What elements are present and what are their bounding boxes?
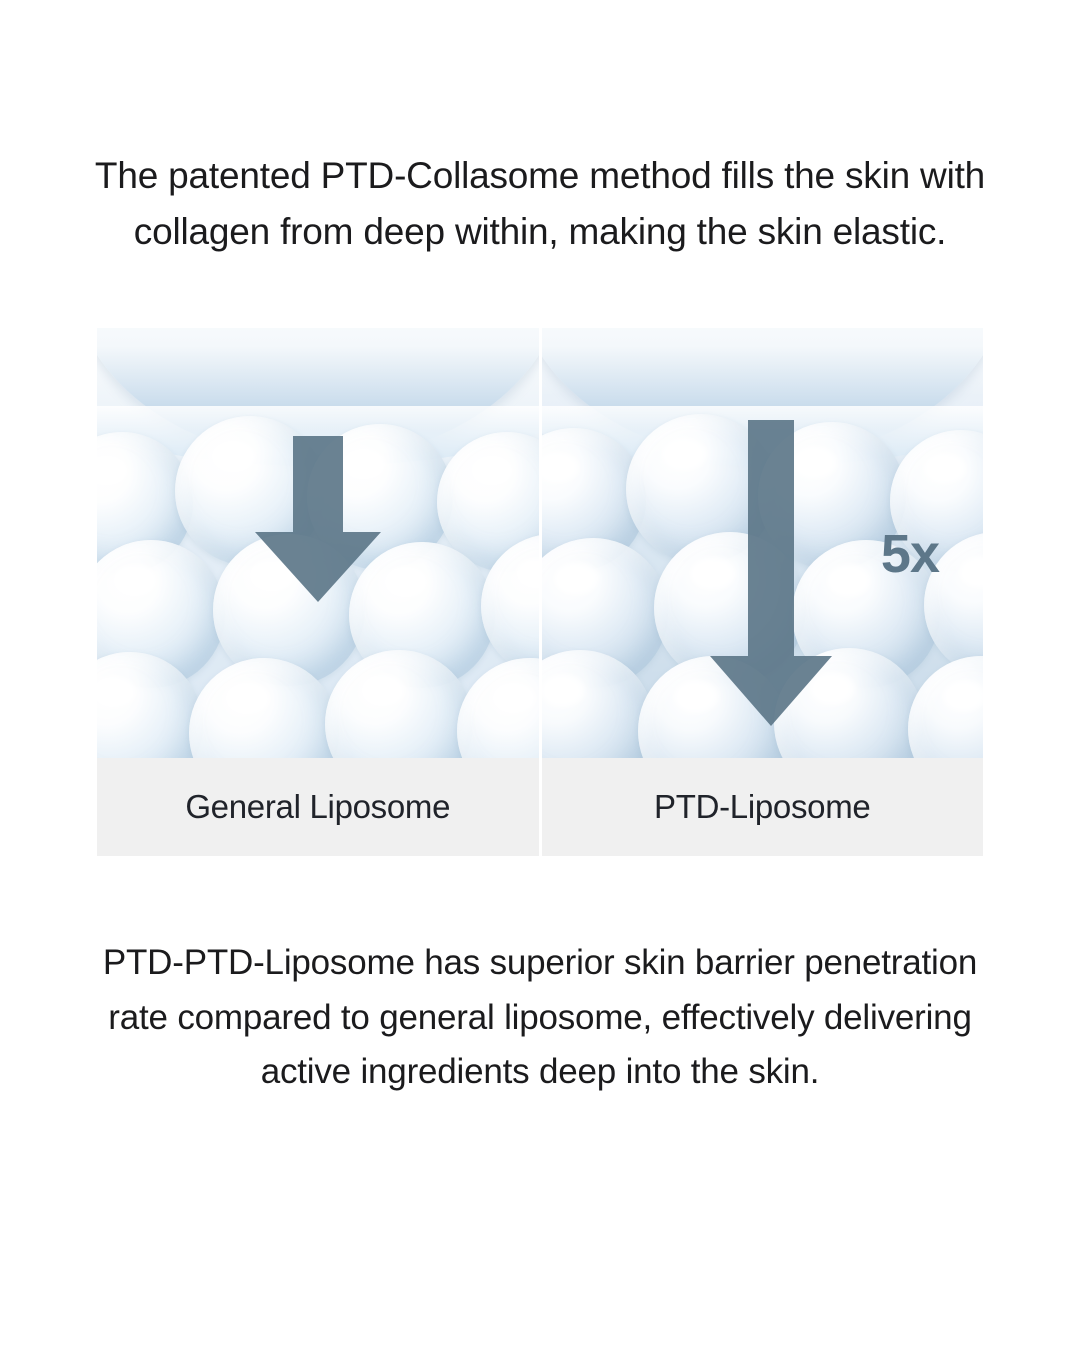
- general-liposome-illustration: [97, 328, 539, 758]
- short-down-arrow-icon: [253, 436, 383, 606]
- penetration-multiplier-badge: 5x: [880, 524, 939, 585]
- headline-text: The patented PTD-Collasome method fills the skin with collagen from deep within, making the skin elastic.: [94, 155, 986, 253]
- footnote-text: PTD-PTD-Liposome has superior skin barrier penetration rate compared to general liposome, effectively delivering active ingredients deep into the skin.: [102, 943, 978, 1091]
- panel-caption: PTD-Liposome: [542, 758, 984, 856]
- panel-ptd-liposome: [539, 328, 984, 856]
- panel-general-liposome: [97, 328, 539, 856]
- panel-caption: General Liposome: [97, 758, 539, 856]
- comparison-figure: [97, 328, 983, 856]
- ptd-liposome-illustration: [542, 328, 984, 758]
- long-down-arrow-icon: [706, 420, 836, 730]
